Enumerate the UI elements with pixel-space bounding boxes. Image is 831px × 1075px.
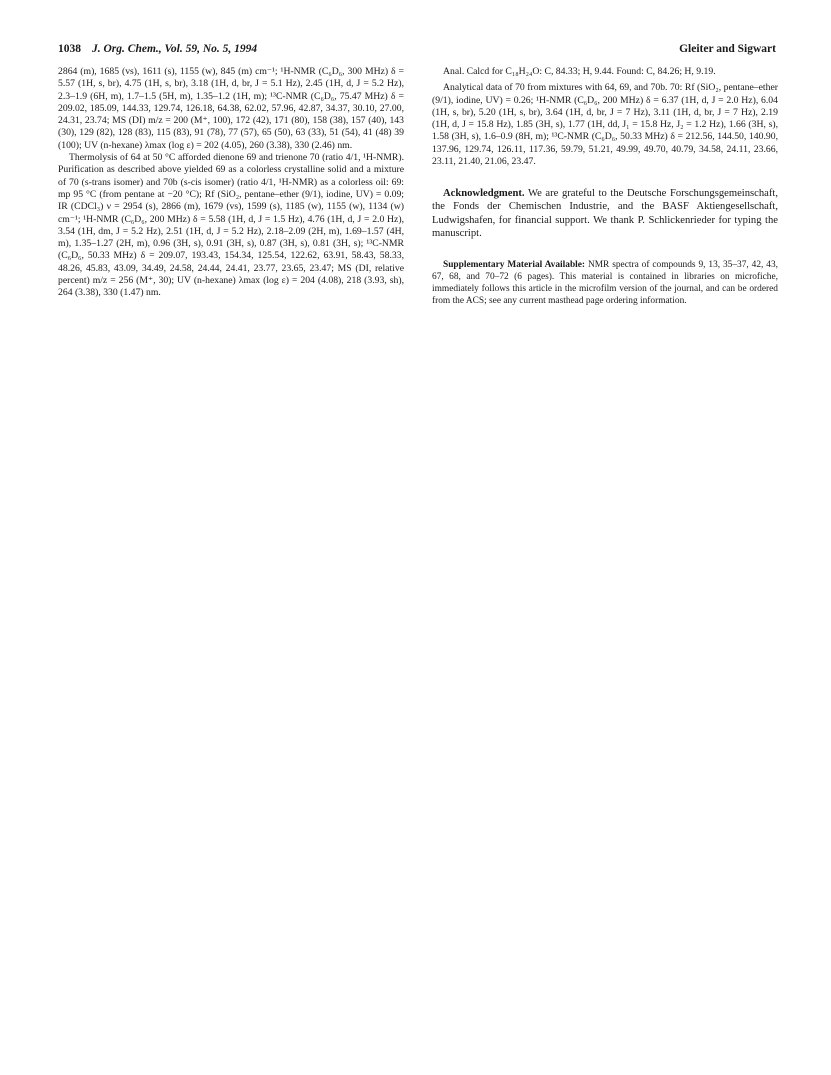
supplementary-heading: Supplementary Material Available: <box>443 259 586 270</box>
journal-citation: J. Org. Chem., Vol. 59, No. 5, 1994 <box>92 43 258 55</box>
supplementary-material-paragraph <box>432 259 778 307</box>
running-authors: Gleiter and Sigwart <box>679 43 776 55</box>
spectral-data-paragraph: 2864 (m), 1685 (vs), 1611 (s), 1155 (w), 845 (m) cm⁻¹; ¹H-NMR (C₆D₆, 300 MHz) δ = 5.57 (1H, s, br), 4.75 (1H, s, br), 3.18 (1H, d, br, J = 5.1 Hz), 2.45 (1H, d, J = 5.2 Hz), 2.3–1.9 (6H, m), 1.7–1.5 (5H, m), 1.35–1.2 (1H, m); ¹³C-NMR (C₆D₆, 75.47 MHz) δ = 209.02, 185.09, 144.33, 129.74, 126.18, 64.38, 62.02, 57.96, 42.87, 34.37, 30.10, 27.00, 24.31, 23.74; MS (DI) m/z = 200 (M⁺, 100), 172 (42), 171 (80), 158 (38), 157 (40), 143 (30), 129 (82), 128 (83), 115 (83), 91 (78), 77 (57), 65 (50), 63 (33), 51 (54), 41 (48) 39 (100); UV (n-hexane) λmax (log ε) = 202 (4.05), 260 (3.38), 330 (2.46) nm. <box>58 66 404 151</box>
thermolysis-paragraph: Thermolysis of 64 at 50 °C afforded dienone 69 and trienone 70 (ratio 4/1, ¹H-NMR). Purification as described above yielded 69 as a colorless crystalline solid and a mixture of 70 (s-trans isomer) and 70b (s-cis isomer) (ratio 4/1, ¹H-NMR) as a colorless oil: 69: mp 95 °C (from pentane at −20 °C); Rf (SiO₂, pentane–ether (9/1), iodine, UV) = 0.09; IR (CDCl₃) ν = 2954 (s), 2866 (m), 1679 (vs), 1599 (s), 1185 (w), 1155 (w), 1134 (w) cm⁻¹; ¹H-NMR (C₆D₆, 200 MHz) δ = 5.58 (1H, d, J = 1.5 Hz), 4.76 (1H, d, J = 2.0 Hz), 3.54 (1H, dm, J = 5.2 Hz), 2.51 (1H, d, J = 5.2 Hz), 2.18–2.09 (2H, m), 1.69–1.57 (4H, m), 1.35–1.27 (2H, m), 0.96 (3H, s), 0.91 (3H, s), 0.87 (3H, s), 0.81 (3H, s); ¹³C-NMR (C₆D₆, 50.33 MHz) δ = 209.07, 193.43, 154.34, 125.54, 122.62, 63.91, 58.43, 58.33, 48.26, 45.83, 43.09, 34.49, 24.58, 24.44, 24.41, 23.77, 23.65, 23.47; MS (DI, relative percent) m/z = 256 (M⁺, 30); UV (n-hexane) λmax (log ε) = 204 (4.08), 218 (3.93, sh), 264 (3.38), 330 (1.47) nm. <box>58 152 404 299</box>
elemental-analysis: Anal. Calcd for C₁₈H₂₄O: C, 84.33; H, 9.44. Found: C, 84.26; H, 9.19. <box>443 66 716 77</box>
left-column <box>58 66 404 300</box>
acknowledgment-paragraph <box>432 187 778 239</box>
acknowledgment-text: We are grateful to the Deutsche Forschungsgemeinschaft, the Fonds der Chemischen Industrie, and the BASF Aktiengesellschaft, Ludwigshafen, for financial support. We thank P. Schlickenrieder for typing the manuscript. <box>432 188 778 239</box>
supplementary-text: NMR spectra of compounds 9, 13, 35–37, 42, 43, 67, 68, and 70–72 (6 pages). This material is contained in libraries on microfiche, immediately follows this article in the microfilm version of the journal, and can be ordered from the ACS; see any current masthead page ordering information. <box>432 259 778 306</box>
page-number: 1038 <box>58 43 81 55</box>
acknowledgment-heading: Acknowledgment. <box>443 188 525 200</box>
running-header <box>58 43 776 59</box>
right-column <box>432 66 778 307</box>
compound-70-data-paragraph: Analytical data of 70 from mixtures with 64, 69, and 70b. 70: Rf (SiO₂, pentane–ether (9/1), iodine, UV) = 0.26; ¹H-NMR (C₆D₆, 200 MHz) δ = 6.37 (1H, d, J = 2.0 Hz), 6.04 (1H, s, br), 5.20 (1H, s, br), 3.64 (1H, d, br, J = 7 Hz), 3.11 (1H, d, br, J = 7 Hz), 2.19 (1H, d, J = 15.8 Hz), 1.85 (3H, s), 1.77 (1H, dd, J₁ = 15.8 Hz, J₂ = 1.2 Hz), 1.66 (3H, s), 1.58 (3H, s), 1.6–0.9 (8H, m); ¹³C-NMR (C₆D₆, 50.33 MHz) δ = 212.56, 144.50, 140.90, 137.96, 129.74, 126.11, 117.36, 59.79, 51.21, 49.99, 49.70, 40.79, 34.58, 24.11, 23.66, 23.11, 21.40, 21.06, 23.47. <box>432 82 778 168</box>
